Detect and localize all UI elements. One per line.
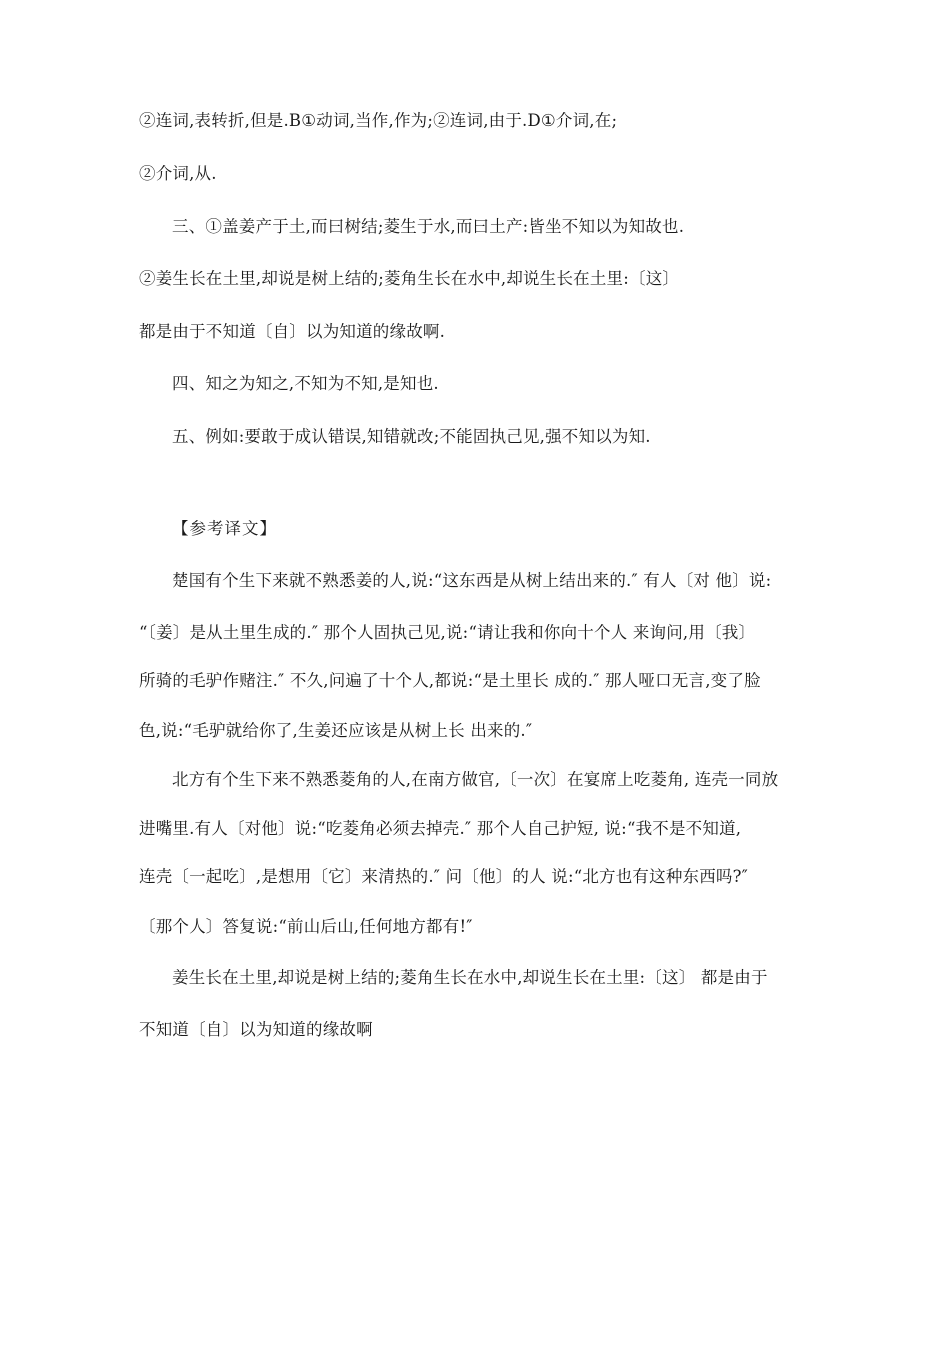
answer-line-3: 三、①盖姜产于土,而曰树结;菱生于水,而曰土产:皆坐不知以为知故也. [172,217,685,236]
translation-p3-line-1: 姜生长在土里,却说是树上结的;菱角生长在水中,却说生长在土里:〔这〕 都是由于 [172,968,768,987]
answer-line-2: ②介词,从. [139,164,217,183]
translation-p2-line-3: 连壳〔一起吃〕,是想用〔它〕来清热的.″ 问〔他〕的人 说:“北方也有这种东西吗?″ [139,867,749,886]
translation-p2-line-1: 北方有个生下来不熟悉菱角的人,在南方做官,〔一次〕在宴席上吃菱角, 连壳一同放 [172,770,779,789]
answer-line-5: 都是由于不知道〔自〕以为知道的缘故啊. [139,322,446,341]
translation-p1-line-4: 色,说:“毛驴就给你了,生姜还应该是从树上长 出来的.″ [139,721,533,740]
answer-line-7: 五、例如:要敢于成认错误,知错就改;不能固执己见,强不知以为知. [172,427,651,446]
answer-line-1: ②连词,表转折,但是.B①动词,当作,作为;②连词,由于.D①介词,在; [139,111,618,130]
translation-p2-line-2: 进嘴里.有人〔对他〕说:“吃菱角必须去掉壳.″ 那个人自己护短, 说:“我不是不知道, [139,819,742,838]
translation-heading: 【参考译文】 [172,519,277,538]
translation-p1-line-3: 所骑的毛驴作赌注.″ 不久,问遍了十个人,都说:“是土里长 成的.″ 那人哑口无言,变了脸 [139,671,761,690]
answer-line-6: 四、知之为知之,不知为不知,是知也. [172,374,439,393]
translation-p1-line-1: 楚国有个生下来就不熟悉姜的人,说:“这东西是从树上结出来的.″ 有人〔对 他〕说: [172,571,772,590]
translation-p1-line-2: “〔姜〕是从土里生成的.″ 那个人固执己见,说:“请让我和你向十个人 来询问,用〔我〕 [139,623,756,642]
translation-p3-line-2: 不知道〔自〕以为知道的缘故啊 [139,1020,373,1039]
translation-p2-line-4: 〔那个人〕答复说:“前山后山,任何地方都有!″ [139,917,473,936]
answer-line-4: ②姜生长在土里,却说是树上结的;菱角生长在水中,却说生长在土里:〔这〕 [139,269,680,288]
